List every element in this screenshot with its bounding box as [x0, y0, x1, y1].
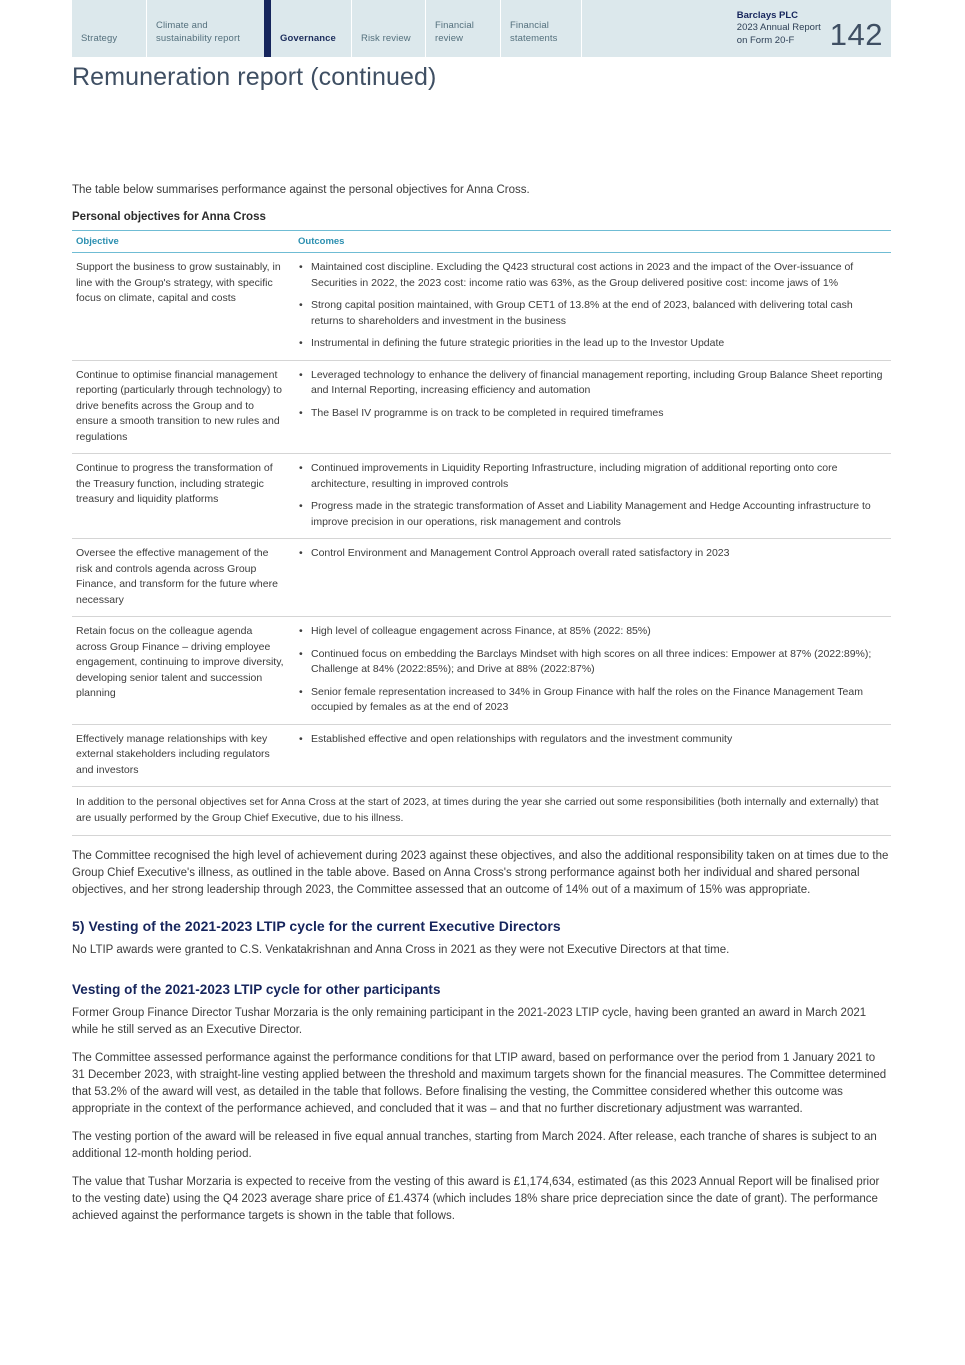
paragraph-vesting-tranches: The vesting portion of the award will be released in five equal annual tranches, starting from March 2024. After release, each tranche of shares is subject to an additional 12-month holding period.	[72, 1131, 877, 1160]
nav-tab-financial-statements[interactable]	[500, 0, 581, 57]
bullet-icon: •	[299, 299, 303, 311]
paragraph-committee-assessment: The Committee recognised the high level of achievement during 2023 against these objectives, and also the additional responsibility taken on at times due to the Group Chief Executive's illness, as outlined in the table above. Based on Anna Cross's strong performance against both her individual and shared personal objectives, and her strong leadership through 2023, the Committee assessed that an outcome of 14% out of a maximum of 15% was appropriate.	[72, 850, 889, 896]
bullet-icon: •	[299, 337, 303, 349]
report-identification	[701, 0, 891, 57]
table-footnote-text: In addition to the personal objectives set for Anna Cross at the start of 2023, at times during the year she carried out some responsibilities (both internally and externally) that are usually performed by the Group Chief Executive, due to his illness.	[72, 787, 891, 836]
list-item-text: Continued focus on embedding the Barclays Mindset with high scores on all three indices: Empower at 87% (2022:89%); Challenge at 84% (2022:85%); and Drive at 88% (2022:87%)	[311, 647, 872, 675]
list-item-text: Progress made in the strategic transformation of Asset and Liability Management and Hedge Accounting infrastructure to improve precision in our operations, risk management and controls	[311, 500, 871, 528]
outcomes-cell	[294, 724, 891, 787]
list-item-text: Leveraged technology to enhance the delivery of financial management reporting, including Group Balance Sheet reporting and Internal Reporting, increasing efficiency and automation	[311, 368, 883, 396]
list-item	[298, 368, 885, 399]
body-text-block	[72, 848, 891, 1225]
bullet-icon: •	[299, 368, 303, 381]
nav-tab-label: Governance	[280, 32, 336, 44]
table-caption: Personal objectives for Anna Cross	[72, 211, 266, 223]
table-row	[72, 539, 891, 617]
nav-tab-financial-review[interactable]	[425, 0, 500, 57]
outcomes-cell	[294, 253, 891, 361]
nav-tab-risk-review[interactable]	[351, 0, 425, 57]
outcomes-list	[298, 260, 885, 352]
nav-tab-strategy[interactable]	[72, 0, 146, 57]
table-row	[72, 454, 891, 539]
paragraph-no-ltip-awards: No LTIP awards were granted to C.S. Venkatakrishnan and Anna Cross in 2021 as they were not Executive Directors at that time.	[72, 944, 730, 956]
table-row	[72, 724, 891, 787]
bullet-icon: •	[299, 500, 303, 512]
report-meta-text	[737, 10, 821, 48]
objective-text: Oversee the effective management of the risk and controls agenda across Group Finance, and transform for the future where necessary	[72, 539, 294, 617]
outcomes-list	[298, 546, 885, 562]
column-header-objective: Objective	[72, 231, 294, 253]
page-content	[72, 182, 891, 1236]
page-number: 142	[829, 17, 883, 52]
heading-other-participants: Vesting of the 2021-2023 LTIP cycle for other participants	[72, 982, 441, 997]
list-item-text: Strong capital position maintained, with Group CET1 of 13.8% at the end of 2023, balanced with delivering total cash returns to shareholders and investment in the business	[311, 299, 853, 327]
list-item	[298, 298, 885, 329]
nav-tab-label: Risk review	[361, 32, 411, 44]
list-item-text: Instrumental in defining the future strategic priorities in the lead up to the Investor Update	[311, 337, 725, 349]
list-item	[298, 685, 885, 716]
report-title-line1: 2023 Annual Report	[736, 22, 821, 33]
list-item	[298, 260, 885, 291]
outcomes-cell	[294, 617, 891, 725]
bullet-icon: •	[299, 647, 303, 660]
table-body	[72, 253, 891, 836]
bullet-icon: •	[299, 625, 303, 637]
personal-objectives-table	[72, 230, 891, 836]
brand-name: Barclays PLC	[736, 9, 799, 21]
outcomes-cell	[294, 539, 891, 617]
table-header-row	[72, 231, 891, 253]
outcomes-cell	[294, 360, 891, 454]
list-item	[298, 499, 885, 530]
table-row	[72, 360, 891, 454]
outcomes-list	[298, 368, 885, 422]
list-item	[298, 546, 885, 562]
bullet-icon: •	[299, 547, 303, 559]
bullet-icon: •	[299, 732, 303, 745]
objective-text: Continue to progress the transformation of the Treasury function, including strategic treasury and liquidity platforms	[72, 454, 294, 539]
outcomes-cell	[294, 454, 891, 539]
table-row	[72, 253, 891, 361]
list-item	[298, 732, 885, 748]
intro-paragraph: The table below summarises performance against the personal objectives for Anna Cross.	[72, 184, 530, 196]
nav-tab-label: Financial statements	[510, 20, 558, 44]
bullet-icon: •	[299, 261, 303, 273]
objective-text: Effectively manage relationships with key external stakeholders including regulators and investors	[72, 724, 294, 787]
list-item-text: Maintained cost discipline. Excluding the Q423 structural cost actions in 2023 and the impact of the Over-issuance of Securities in 2022, the 2023 cost: income ratio was 63%, as the Group delivered positive cost: income jaws of 1%	[311, 261, 854, 289]
table-row	[72, 617, 891, 725]
list-item-text: Senior female representation increased to 34% in Group Finance with half the roles on the Finance Management Team occupied by females as at the end of 2023	[311, 685, 863, 713]
objective-text: Support the business to grow sustainably, in line with the Group's strategy, with specific focus on climate, capital and costs	[72, 253, 294, 361]
nav-spacer	[581, 0, 701, 57]
nav-tab-label: Climate and sustainability report	[156, 20, 240, 44]
paragraph-expected-value: The value that Tushar Morzaria is expected to receive from the vesting of this award is £1,174,634, estimated (as this 2023 Annual Report will be finalised prior to the vesting date) using the Q4 2023 average share price of £1.4374 (which includes 18% share price depreciation since the date of grant). The performance achieved against the performance targets is shown in the table that follows.	[72, 1176, 880, 1222]
outcomes-list	[298, 461, 885, 530]
table-header	[72, 231, 891, 253]
outcomes-list	[298, 624, 885, 716]
paragraph-performance-assessment: The Committee assessed performance against the performance conditions for that LTIP award, based on performance over the period from 1 January 2021 to 31 December 2023, with straight-line vesting applied between the threshold and maximum targets shown for the financial measures. The Committee determined that 53.2% of the award will vest, as detailed in the table that follows. Before finalising the vesting, the Committee considered whether this outcome was appropriate in the context of the performance achieved, and concluded that it was – and that no further discretionary adjustment was warranted.	[72, 1052, 887, 1115]
bullet-icon: •	[299, 406, 303, 419]
nav-tab-governance[interactable]	[264, 0, 351, 57]
section-navigation-strip	[72, 0, 891, 57]
outcomes-list	[298, 732, 885, 748]
list-item-text: Control Environment and Management Control Approach overall rated satisfactory in 2023	[311, 547, 730, 559]
page-title: Remuneration report (continued)	[72, 63, 437, 91]
column-header-outcomes: Outcomes	[294, 231, 891, 253]
list-item	[298, 461, 885, 492]
nav-tab-label: Strategy	[81, 32, 118, 44]
nav-tab-label: Financial review	[435, 20, 474, 44]
objective-text: Continue to optimise financial management reporting (particularly through technology) to drive benefits across the Group and to ensure a smooth transition to new rules and regulations	[72, 360, 294, 454]
bullet-icon: •	[299, 685, 303, 698]
list-item-text: Established effective and open relationships with regulators and the investment community	[311, 732, 733, 745]
list-item	[298, 406, 885, 422]
report-title-line2: on Form 20-F	[736, 34, 795, 46]
objective-text: Retain focus on the colleague agenda across Group Finance – driving employee engagement, continuing to improve diversity, developing senior talent and succession planning	[72, 617, 294, 725]
list-item-text: Continued improvements in Liquidity Reporting Infrastructure, including migration of additional reporting onto core architecture, resulting in improved controls	[311, 462, 838, 490]
list-item	[298, 624, 885, 640]
table-footnote-row	[72, 787, 891, 836]
list-item-text: High level of colleague engagement across Finance, at 85% (2022: 85%)	[311, 625, 651, 637]
list-item	[298, 336, 885, 352]
list-item	[298, 647, 885, 678]
list-item-text: The Basel IV programme is on track to be completed in required timeframes	[311, 406, 664, 419]
heading-section-5: 5) Vesting of the 2021-2023 LTIP cycle for the current Executive Directors	[72, 918, 561, 934]
paragraph-former-director: Former Group Finance Director Tushar Morzaria is the only remaining participant in the 2021-2023 LTIP cycle, having been granted an award in March 2021 while he still served as an Executive Director.	[72, 1007, 867, 1036]
nav-tab-climate-and-sustainability-report[interactable]	[146, 0, 264, 57]
bullet-icon: •	[299, 462, 303, 474]
